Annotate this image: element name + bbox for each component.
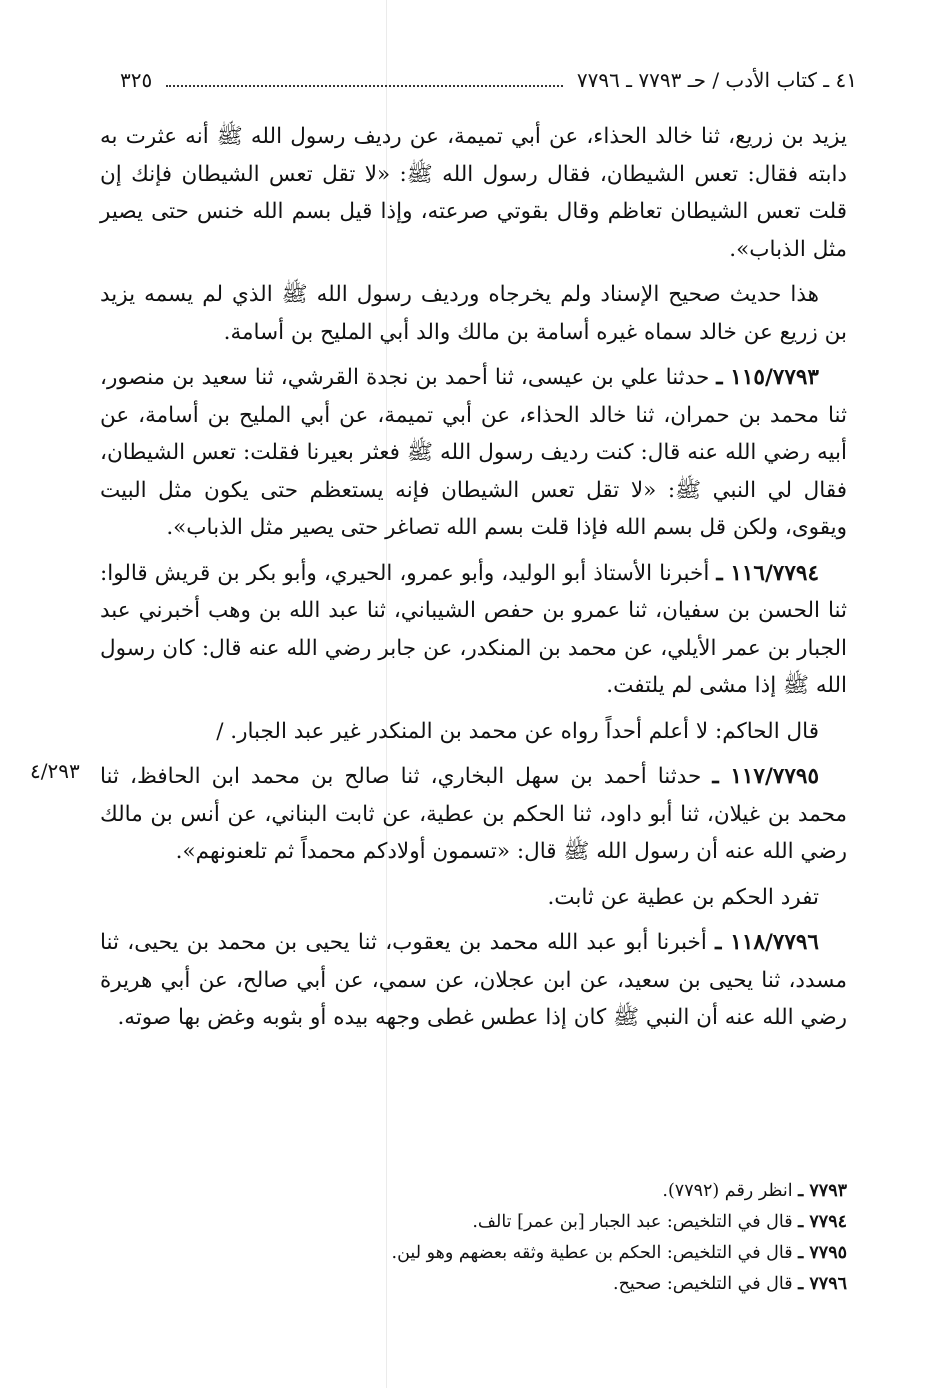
paragraph-text: حدثنا أحمد بن سهل البخاري، ثنا صالح بن محمد ابن الحافظ، ثنا محمد بن غيلان، ثنا أبو داود، ثنا الحكم بن عطية، عن ثابت البناني، عن أنس بن مالك رضي الله عنه أن رسول الله ﷺ قال: «تسمون أولادكم محمداً ثم تلعنونهم». (100, 764, 847, 864)
paragraph (100, 276, 847, 351)
footnote (100, 1176, 847, 1207)
header-dot-leader (166, 85, 563, 87)
hadith-number: ١١٥/٧٧٩٣ ـ (716, 365, 819, 390)
paragraph-text: أخبرنا الأستاذ أبو الوليد، وأبو عمرو، الحيري، وأبو بكر بن قريش قالوا: ثنا الحسن بن سفيان، ثنا عمرو بن حفص الشيباني، ثنا عبد الله بن وهب أخبرني عبد الجبار بن عمر الأيلي، عن محمد بن المنكدر، عن جابر رضي الله عنه قال: كان رسول الله ﷺ إذا مشى لم يلتفت. (100, 560, 847, 698)
paragraph (100, 879, 847, 917)
paragraph-text: قال الحاكم: لا أعلم أحداً رواه عن محمد بن المنكدر غير عبد الجبار. / (216, 718, 819, 744)
paragraph-text: يزيد بن زريع، ثنا خالد الحذاء، عن أبي تميمة، عن رديف رسول الله ﷺ أنه عثرت به دابته فقال: تعس الشيطان، فقال رسول الله ﷺ: «لا تقل تعس الشيطان فإنك إن قلت تعس الشيطان تعاظم وقال بقوتي صرعته، وإذا قيل بسم الله خنس حتى يصير مثل الذباب». (100, 124, 847, 262)
running-title: ٤١ ـ كتاب الأدب / حـ ٧٧٩٣ ـ ٧٧٩٦ (576, 68, 857, 92)
footnote-number: ٧٧٩٦ ـ (798, 1274, 847, 1294)
paragraph-text: أخبرنا أبو عبد الله محمد بن يعقوب، ثنا يحيى بن محمد بن يحيى، ثنا مسدد، ثنا يحيى بن سعيد، عن ابن عجلان، عن سمي، عن أبي صالح، عن أبي هريرة رضي الله عنه أن النبي ﷺ كان إذا عطس غطى وجهه بيده أو بثوبه وغض بها صوته. (100, 930, 847, 1030)
footnotes (100, 1176, 847, 1300)
footnote-text: قال في التلخيص: الحكم بن عطية وثقه بعضهم وهو لين. (391, 1243, 793, 1263)
paragraph-text: حدثنا علي بن عيسى، ثنا أحمد بن نجدة القرشي، ثنا سعيد بن منصور، ثنا محمد بن حمران، ثنا خالد الحذاء، عن أبي تميمة، عن أبي المليح بن أسامة، عن أبيه رضي الله عنه قال: كنت رديف رسول الله ﷺ فعثر بعيرنا فقلت: تعس الشيطان، فقال لي النبي ﷺ: «لا تقل تعس الشيطان فإنه يستعظم حتى يكون مثل البيت ويقوى، ولكن قل بسم الله فإذا قلت بسم الله تصاغر حتى يصير مثل الذباب». (100, 365, 847, 540)
hadith-paragraph (100, 924, 847, 1037)
page-number: ٣٢٥ (120, 68, 153, 92)
footnote-number: ٧٧٩٥ ـ (798, 1243, 847, 1263)
margin-volume-page-note: ٤/٢٩٣ (30, 759, 80, 783)
hadith-number: ١١٦/٧٧٩٤ ـ (716, 560, 819, 586)
paragraph (100, 118, 847, 268)
hadith-paragraph (100, 758, 847, 871)
footnote-text: قال في التلخيص: عبد الجبار [بن عمر] تالف. (472, 1212, 793, 1232)
hadith-paragraph (100, 555, 847, 705)
main-text (100, 118, 847, 1045)
running-header (120, 62, 857, 98)
paragraph-text: هذا حديث صحيح الإسناد ولم يخرجاه ورديف رسول الله ﷺ الذي لم يسمه يزيد بن زريع عن خالد سماه غيره أسامة بن مالك والد أبي المليح بن أسامة. (100, 282, 847, 345)
paragraph (100, 713, 847, 751)
footnote (100, 1207, 847, 1238)
footnote-text: انظر رقم (٧٧٩٢). (662, 1181, 793, 1201)
footnote (100, 1238, 847, 1269)
hadith-number: ١١٨/٧٧٩٦ ـ (715, 930, 819, 955)
hadith-number: ١١٧/٧٧٩٥ ـ (712, 764, 819, 789)
footnote-number: ٧٧٩٤ ـ (798, 1212, 847, 1232)
footnote (100, 1269, 847, 1300)
footnote-text: قال في التلخيص: صحيح. (613, 1274, 793, 1294)
footnote-number: ٧٧٩٣ ـ (798, 1181, 847, 1201)
hadith-paragraph (100, 359, 847, 547)
paragraph-text: تفرد الحكم بن عطية عن ثابت. (547, 884, 819, 910)
